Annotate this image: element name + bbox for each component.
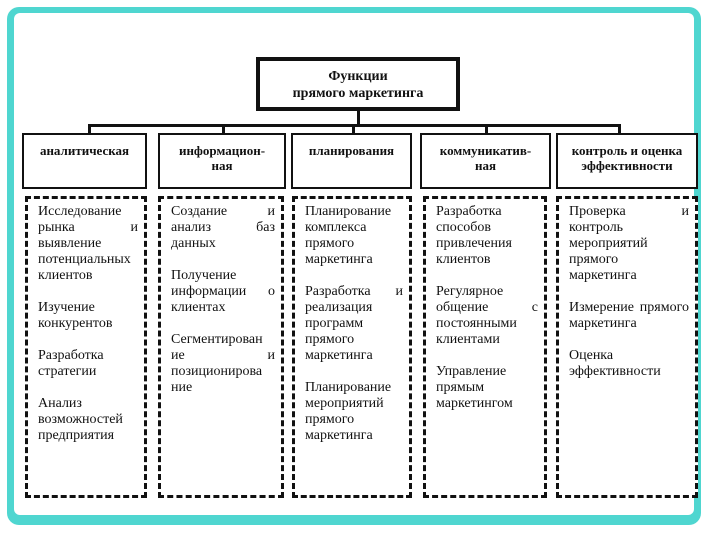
column-items-communicative xyxy=(423,196,547,498)
list-item: Оценка эффективности xyxy=(569,348,661,379)
header-line: ная xyxy=(211,158,233,173)
list-item: Разработка и реализация программ прямого маркетинга xyxy=(305,284,403,363)
list-item: Планирование мероприятий прямого маркетинга xyxy=(305,380,392,443)
column-header-control xyxy=(556,133,698,189)
column-items-analytical xyxy=(25,196,147,498)
list-item: Разработка способов привлечения клиентов xyxy=(436,204,512,267)
header-line: контроль и оценка xyxy=(571,143,683,158)
header-line: эффективности xyxy=(581,158,673,173)
list-item: Исследование рынка и выявление потенциальных клиентов xyxy=(38,204,138,283)
list-item: Анализ возможностей предприятия xyxy=(38,396,123,443)
list-item: Проверка и контроль мероприятий прямого маркетинга xyxy=(569,204,689,283)
list-item: Сегментирован ие и позиционирова ние xyxy=(171,332,275,395)
column-header-communicative xyxy=(420,133,551,189)
column-header-planning xyxy=(291,133,412,189)
list-item: Измерение прямого маркетинга xyxy=(569,300,689,331)
list-item: Изучение конкурентов xyxy=(38,300,113,331)
list-item: Получение информации о клиентах xyxy=(171,268,275,315)
root-title-line-1: Функции xyxy=(328,69,388,84)
root-title-line-2: прямого маркетинга xyxy=(292,86,424,101)
column-items-informational xyxy=(158,196,284,498)
list-item: Создание и анализ баз данных xyxy=(171,204,275,251)
list-item: Планирование комплекса прямого маркетинга xyxy=(305,204,392,267)
list-item: Управление прямым маркетингом xyxy=(436,364,513,411)
list-item: Регулярное общение с постоянными клиентами xyxy=(436,284,538,347)
header-line: ная xyxy=(474,158,497,173)
column-items-planning xyxy=(292,196,412,498)
header-line: аналитическая xyxy=(39,143,130,158)
list-item: Разработка стратегии xyxy=(38,348,104,379)
column-items-control xyxy=(556,196,698,498)
header-line: планирования xyxy=(308,143,395,158)
column-header-analytical xyxy=(22,133,147,189)
header-line: информацион- xyxy=(178,143,266,158)
root-node xyxy=(256,57,460,111)
header-line: коммуникатив- xyxy=(439,143,532,158)
column-header-informational xyxy=(158,133,286,189)
